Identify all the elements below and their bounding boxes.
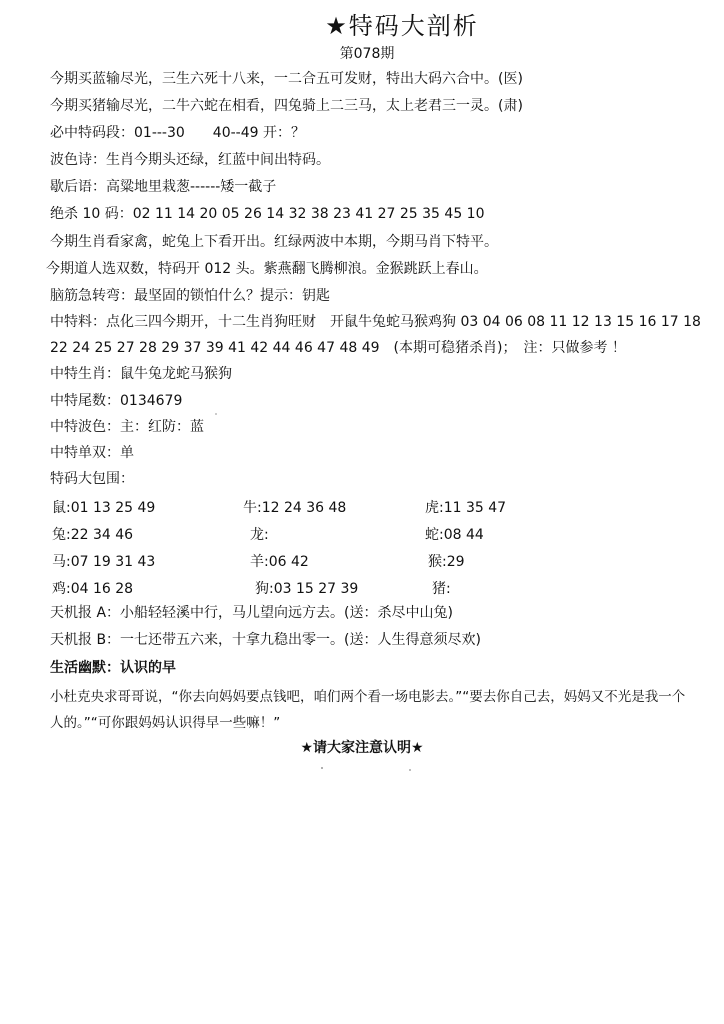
footer-notice: ★请大家注意认明★ [300,740,424,756]
color-poem: 波色诗：生肖今期头还绿，红蓝中间出特码。 [50,152,330,168]
zodiac-ox: 牛:12 24 36 48 [243,500,347,516]
star-icon: ★ [325,12,349,40]
zodiac-rabbit: 兔:22 34 46 [52,527,134,543]
oracle-a: 天机报 A：小船轻轻溪中行，马儿望向远方去。(送：杀尽中山兔) [50,605,453,621]
riddle-line: 歇后语：高粱地里栽葱------矮一截子 [50,179,277,195]
zodiac-rat: 鼠:01 13 25 49 [52,500,156,516]
humor-story: 小杜克央求哥哥说，“你去向妈妈要点钱吧，咱们两个看一场电影去。”“要去你自己去，妈妈又不光是我一个人的。”“可你跟妈妈认识得早一些嘛！” [50,689,686,731]
special-zodiac: 中特生肖：鼠牛兔龙蛇马猴狗 [50,366,232,382]
zodiac-horse: 马:07 19 31 43 [52,554,156,570]
zodiac-pig: 猪: [432,581,451,597]
encircle-heading: 特码大包围： [50,471,134,487]
zodiac-dog: 狗:03 15 27 39 [255,581,359,597]
speck [409,769,411,771]
special-odd-even: 中特单双：单 [50,445,134,461]
zodiac-snake: 蛇:08 44 [425,527,484,543]
verse-line-2: 今期买猪输尽光，二牛六蛇在相看，四兔骑上二三马，太上老君三一灵。(肃) [50,98,523,114]
special-material-line-2: 22 24 25 27 28 29 37 39 41 42 44 46 47 48 49 (本期可稳猪杀肖)； 注：只做参考 ！ [50,340,626,356]
issue-number: 第078期 [339,46,395,62]
page-title [0,6,724,41]
zodiac-goat: 羊:06 42 [250,554,309,570]
title-text: 特码大剖析 [348,12,479,40]
zodiac-monkey: 猴:29 [428,554,465,570]
brain-teaser: 脑筋急转弯：最坚固的锁怕什么？提示：钥匙 [50,288,330,304]
zodiac-hint: 今期生肖看家禽，蛇兔上下看开出。红绿两波中本期，今期马肖下特平。 [50,234,498,250]
oracle-b: 天机报 B：一七还带五六来，十拿九稳出零一。(送：人生得意须尽欢) [50,632,481,648]
special-tails: 中特尾数：0134679 [50,393,183,409]
special-color: 中特波色：主：红防：蓝 [50,419,204,435]
zodiac-dragon: 龙: [250,527,269,543]
must-win-range: 必中特码段：01---30 40--49 开：？ [50,125,305,141]
speck [215,413,217,415]
zodiac-tiger: 虎:11 35 47 [425,500,507,516]
kill-numbers: 绝杀 10 码：02 11 14 20 05 26 14 32 38 23 41 27 25 35 45 10 [50,206,485,222]
humor-heading: 生活幽默：认识的早 [50,660,176,676]
speck [321,767,323,769]
zodiac-rooster: 鸡:04 16 28 [52,581,134,597]
verse-line-1: 今期买蓝输尽光，三生六死十八来，一二合五可发财，特出大码六合中。(医) [50,71,523,87]
special-material-line-1: 中特料：点化三四今期开，十二生肖狗旺财 开鼠牛兔蛇马猴鸡狗 03 04 06 08 11 12 13 15 16 17 18 [50,314,701,330]
taoist-hint: 今期道人选双数，特码开 012 头。紫燕翻飞腾柳浪。金猴跳跃上春山。 [46,261,488,277]
